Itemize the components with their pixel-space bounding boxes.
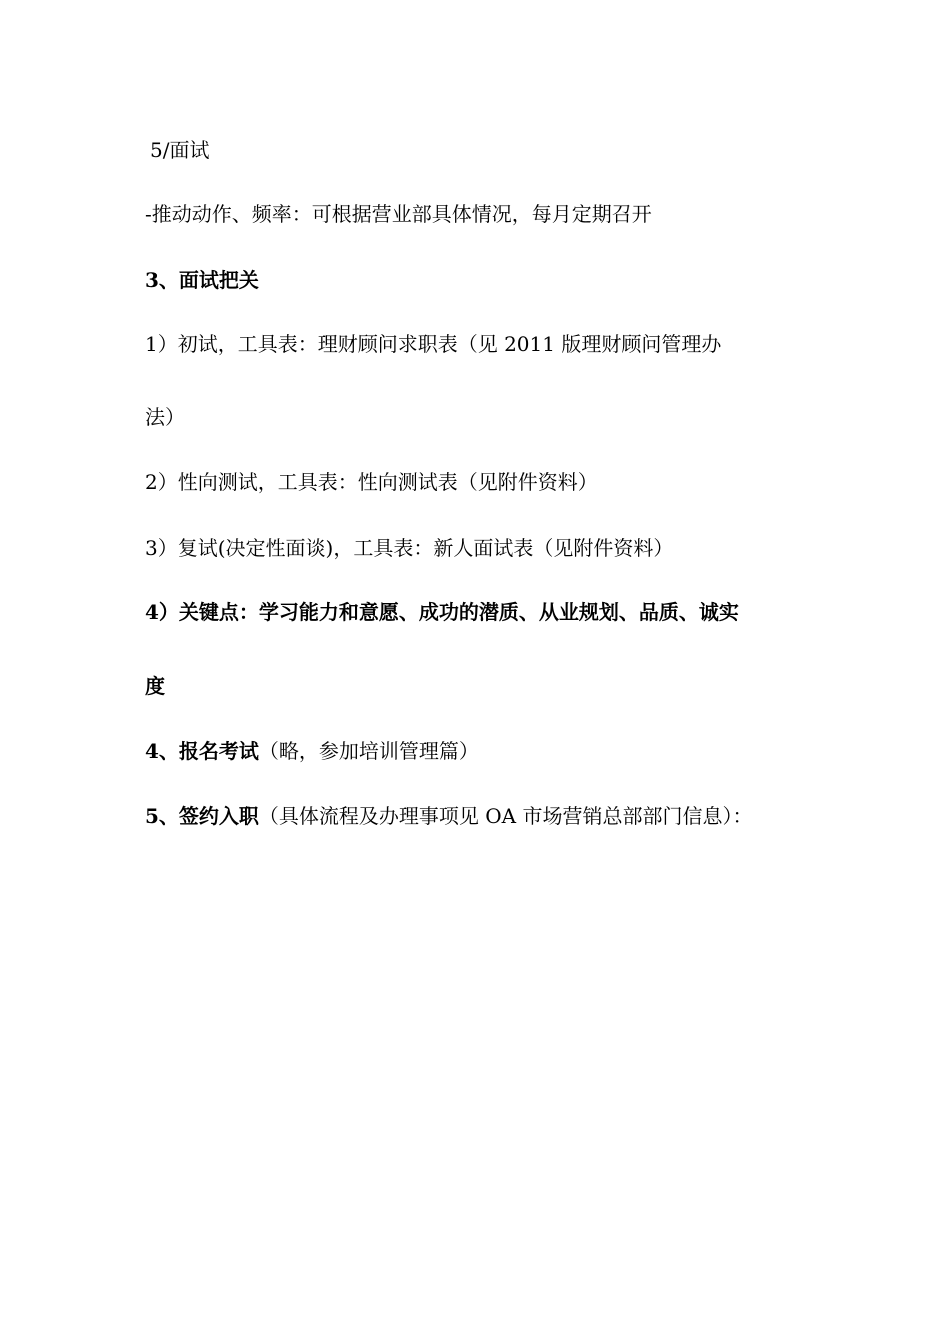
paragraph-key-points: 4）关键点：学习能力和意愿、成功的潜质、从业规划、品质、诚实 [145,600,739,624]
paragraph-first-interview-continued: 法） [145,405,185,429]
paragraph-exam-registration [145,737,825,765]
onboarding-label: 5、签约入职 [145,804,259,828]
paragraph-onboarding [145,802,825,830]
exam-registration-note: （略，参加培训管理篇） [258,739,479,763]
exam-registration-label: 4、报名考试 [145,739,259,763]
section-heading-interview-check: 3、面试把关 [145,268,259,292]
paragraph-second-interview: 3）复试(决定性面谈)，工具表：新人面试表（见附件资料） [145,536,674,560]
section-heading-interview: 5/面试 [150,138,210,162]
paragraph-key-points-continued: 度 [145,674,165,698]
onboarding-note: （具体流程及办理事项见 OA 市场营销总部部门信息）： [258,804,753,828]
paragraph-frequency: -推动动作、频率：可根据营业部具体情况，每月定期召开 [145,202,652,226]
paragraph-aptitude-test: 2）性向测试，工具表：性向测试表（见附件资料） [145,470,598,494]
paragraph-first-interview: 1）初试，工具表：理财顾问求职表（见 2011 版理财顾问管理办 [145,332,722,356]
